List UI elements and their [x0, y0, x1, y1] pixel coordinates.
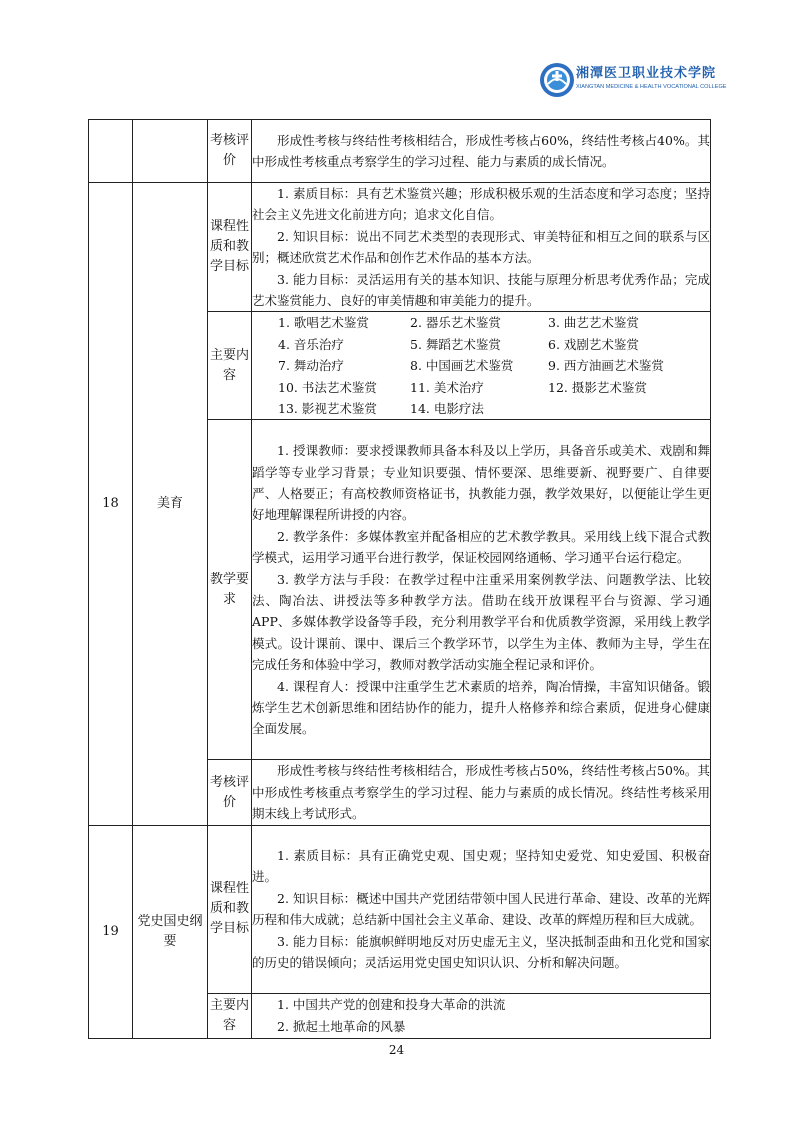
paragraph: 1. 素质目标：具有艺术鉴赏兴趣；形成积极乐观的生活态度和学习态度；坚持社会主义先进文化前进方向；追求文化自信。	[252, 186, 710, 223]
course-name: 美育	[133, 183, 208, 826]
row-label: 考核评价	[208, 760, 252, 825]
row-label: 主要内容	[208, 993, 252, 1038]
list-item: 2. 掀起土地革命的风暴	[277, 1018, 406, 1034]
row-label: 考核评价	[208, 120, 252, 183]
table-row	[89, 825, 711, 993]
teaching-requirements	[252, 420, 711, 760]
paragraph: 2. 教学条件：多媒体教室并配备相应的艺术教学教具。采用线上线下混合式教学模式，运用学习通平台进行教学，保证校园网络通畅、学习通平台运行稳定。	[252, 528, 710, 566]
list-item: 9. 西方油画艺术鉴赏	[548, 358, 664, 374]
list-item: 8. 中国画艺术鉴赏	[410, 358, 514, 374]
college-name-en: XIANGTAN MEDICINE & HEALTH VOCATIONAL COLLEGE	[576, 84, 727, 90]
row-label: 课程性质和教学目标	[208, 825, 252, 993]
paragraph: 2. 知识目标：概述中国共产党团结带领中国人民进行革命、建设、改革的光辉历程和伟大成就；总结新中国社会主义革命、建设、改革的辉煌历程和巨大成就。	[252, 890, 710, 928]
paragraph: 形成性考核与终结性考核相结合，形成性考核占60%，终结性考核占40%。其中形成性考核重点考察学生的学习过程、能力与素质的成长情况。	[252, 132, 710, 169]
list-item: 4. 音乐治疗	[278, 336, 344, 352]
paragraph: 3. 能力目标：灵活运用有关的基本知识、技能与原理分析思考优秀作品；完成艺术鉴赏能力、良好的审美情趣和审美能力的提升。	[252, 271, 710, 309]
row-label: 课程性质和教学目标	[208, 183, 252, 312]
list-item: 5. 舞蹈艺术鉴赏	[410, 336, 501, 352]
row-17-course-cell	[133, 120, 208, 183]
list-item: 13. 影视艺术鉴赏	[278, 401, 377, 417]
assessment-text	[252, 760, 711, 825]
course-name: 党史国史纲要	[133, 825, 208, 1038]
row-17-num-cell	[89, 120, 133, 183]
list-item: 11. 美术治疗	[410, 379, 484, 395]
table-row	[89, 120, 711, 183]
assessment-text	[252, 120, 711, 183]
list-item: 2. 器乐艺术鉴赏	[410, 315, 501, 331]
paragraph: 3. 教学方法与手段：在教学过程中注重采用案例教学法、问题教学法、比较法、陶冶法、讲授法等多种教学方法。借助在线开放课程平台与资源、学习通APP、多媒体教学设备等手段，充分利用教学平台和优质教学资源，采用线上教学模式。设计课前、课中、课后三个教学环节，以学生为主体、教师为主导，学生在完成任务和体验中学习，教师对教学活动实施全程记录和评价。	[252, 571, 710, 673]
main-content-list	[252, 312, 711, 420]
course-goals	[252, 183, 711, 312]
row-number: 19	[89, 825, 133, 1038]
paragraph: 1. 授课教师：要求授课教师具备本科及以上学历，具备音乐或美术、戏剧和舞蹈学等专业学习背景；专业知识要强、情怀要深、思维要新、视野要广、自律要严、人格要正；有高校教师资格证书，执教能力强，教学效果好，以便能让学生更好地理解课程所讲授的内容。	[252, 443, 710, 523]
page-number: 24	[388, 1043, 405, 1057]
college-name-cn: 湘潭医卫职业技术学院	[576, 66, 717, 81]
curriculum-table	[88, 119, 711, 1039]
list-item: 6. 戏剧艺术鉴赏	[548, 336, 639, 352]
course-goals	[252, 825, 711, 993]
paragraph: 1. 素质目标：具有正确党史观、国史观；坚持知史爱党、知史爱国、积极奋进。	[252, 847, 710, 885]
paragraph: 2. 知识目标：说出不同艺术类型的表现形式、审美特征和相互之间的联系与区别；概述欣赏艺术作品和创作艺术作品的基本方法。	[252, 228, 710, 266]
list-item: 12. 摄影艺术鉴赏	[548, 379, 647, 395]
paragraph: 形成性考核与终结性考核相结合，形成性考核占50%，终结性考核占50%。其中形成性考核重点考察学生的学习过程、能力与素质的成长情况。终结性考核采用期末线上考试形式。	[252, 763, 710, 822]
logo-text	[576, 62, 727, 90]
row-number: 18	[89, 183, 133, 826]
list-item: 10. 书法艺术鉴赏	[278, 379, 377, 395]
row-label: 教学要求	[208, 420, 252, 760]
main-content-list	[252, 993, 711, 1038]
list-item: 14. 电影疗法	[410, 401, 484, 417]
paragraph: 4. 课程育人：授课中注重学生艺术素质的培养，陶冶情操，丰富知识储备。锻炼学生艺术创新思维和团结协作的能力，提升人格修养和综合素质，促进身心健康全面发展。	[252, 678, 710, 737]
list-item: 1. 中国共产党的创建和投身大革命的洪流	[277, 997, 506, 1013]
table-row	[89, 183, 711, 312]
paragraph: 3. 能力目标：能旗帜鲜明地反对历史虚无主义，坚决抵制歪曲和丑化党和国家的历史的错误倾向；灵活运用党史国史知识认识、分析和解决问题。	[252, 933, 710, 970]
row-label: 主要内容	[208, 312, 252, 420]
list-item: 1. 歌唱艺术鉴赏	[278, 315, 369, 331]
college-emblem-icon	[539, 62, 575, 98]
list-item: 7. 舞动治疗	[278, 358, 344, 374]
list-item: 3. 曲艺艺术鉴赏	[548, 315, 639, 331]
